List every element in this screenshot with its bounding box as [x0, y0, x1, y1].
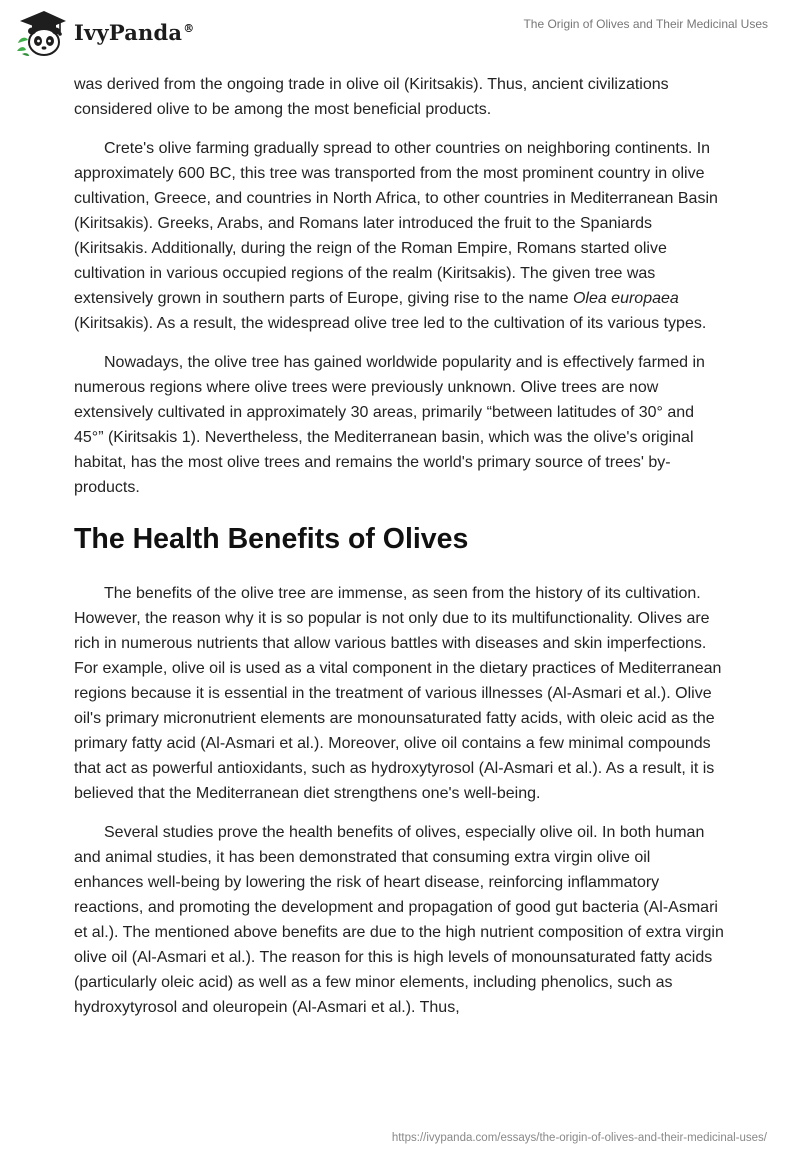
- paragraph-text: (Kiritsakis). As a result, the widespread olive tree led to the cultivation of its various types.: [74, 315, 707, 332]
- panda-graduation-cap-icon: [14, 7, 68, 57]
- paragraph-health-studies: Several studies prove the health benefits of olives, especially olive oil. In both human and animal studies, it has been demonstrated that consuming extra virgin olive oil enhances well-being by lowering the risk of heart disease, reinforcing inflammatory reactions, and promoting the development and propagation of good gut bacteria (Al-Asmari et al.). The mentioned above benefits are due to the high nutrient composition of extra virgin olive oil (Al-Asmari et al.). The reason for this is high levels of monounsaturated fatty acids (particularly oleic acid) as well as a few minor elements, including phenolics, such as hydroxytyrosol and oleuropein (Al-Asmari et al.). Thus,: [74, 824, 724, 1016]
- source-url[interactable]: https://ivypanda.com/essays/the-origin-of-olives-and-their-medicinal-uses/: [391, 1132, 767, 1144]
- paragraph-continuation: was derived from the ongoing trade in olive oil (Kiritsakis). Thus, ancient civilizations considered olive to be among the most beneficial products.: [74, 76, 669, 118]
- essay-body: [74, 72, 724, 1034]
- brand-wordmark: IvyPanda: [74, 19, 183, 45]
- paragraph-benefits-overview: The benefits of the olive tree are immense, as seen from the history of its cultivation. However, the reason why it is so popular is not only due to its multifunctionality. Olives are rich in numerous nutrients that allow various battles with diseases and skin imperfections. For example, olive oil is used as a vital component in the dietary practices of Mediterranean regions because it is essential in the treatment of various illnesses (Al-Asmari et al.). Olive oil's primary micronutrient elements are monounsaturated fatty acids, with oleic acid as the primary fatty acid (Al-Asmari et al.). Moreover, olive oil contains a few minimal compounds that act as powerful antioxidants, such as hydroxytyrosol (Al-Asmari et al.). As a result, it is believed that the Mediterranean diet strengthens one's well-being.: [74, 585, 722, 802]
- paragraph-text: Crete's olive farming gradually spread to other countries on neighboring continents. In approximately 600 BC, this tree was transported from the most prominent country in olive cultivation, Greece, and countries in North Africa, to other countries in Mediterranean Basin (Kiritsakis). Greeks, Arabs, and Romans later introduced the fruit to the Spaniards (Kiritsakis. Additionally, during the reign of the Roman Empire, Romans started olive cultivation in various occupied regions of the realm (Kiritsakis). The given tree was extensively grown in southern parts of Europe, giving rise to the name: [74, 140, 718, 307]
- registered-mark: ®: [183, 21, 195, 35]
- document-title: The Origin of Olives and Their Medicinal Uses: [523, 17, 768, 31]
- species-name: Olea europaea: [572, 290, 679, 307]
- section-heading-health-benefits: The Health Benefits of Olives: [74, 523, 469, 555]
- brand-name: [74, 20, 194, 45]
- paragraph-worldwide-popularity: Nowadays, the olive tree has gained worldwide popularity and is effectively farmed in numerous regions where olive trees were previously unknown. Olive trees are now extensively cultivated in approximately 30 areas, primarily “between latitudes of 30° and 45°” (Kiritsakis 1). Nevertheless, the Mediterranean basin, which was the olive's original habitat, has the most olive trees and remains the world's primary source of trees' by-products.: [74, 354, 705, 496]
- page-header: [0, 0, 800, 62]
- ivypanda-logo[interactable]: [14, 6, 254, 58]
- paragraph-spread-of-olive-farming: [74, 136, 724, 336]
